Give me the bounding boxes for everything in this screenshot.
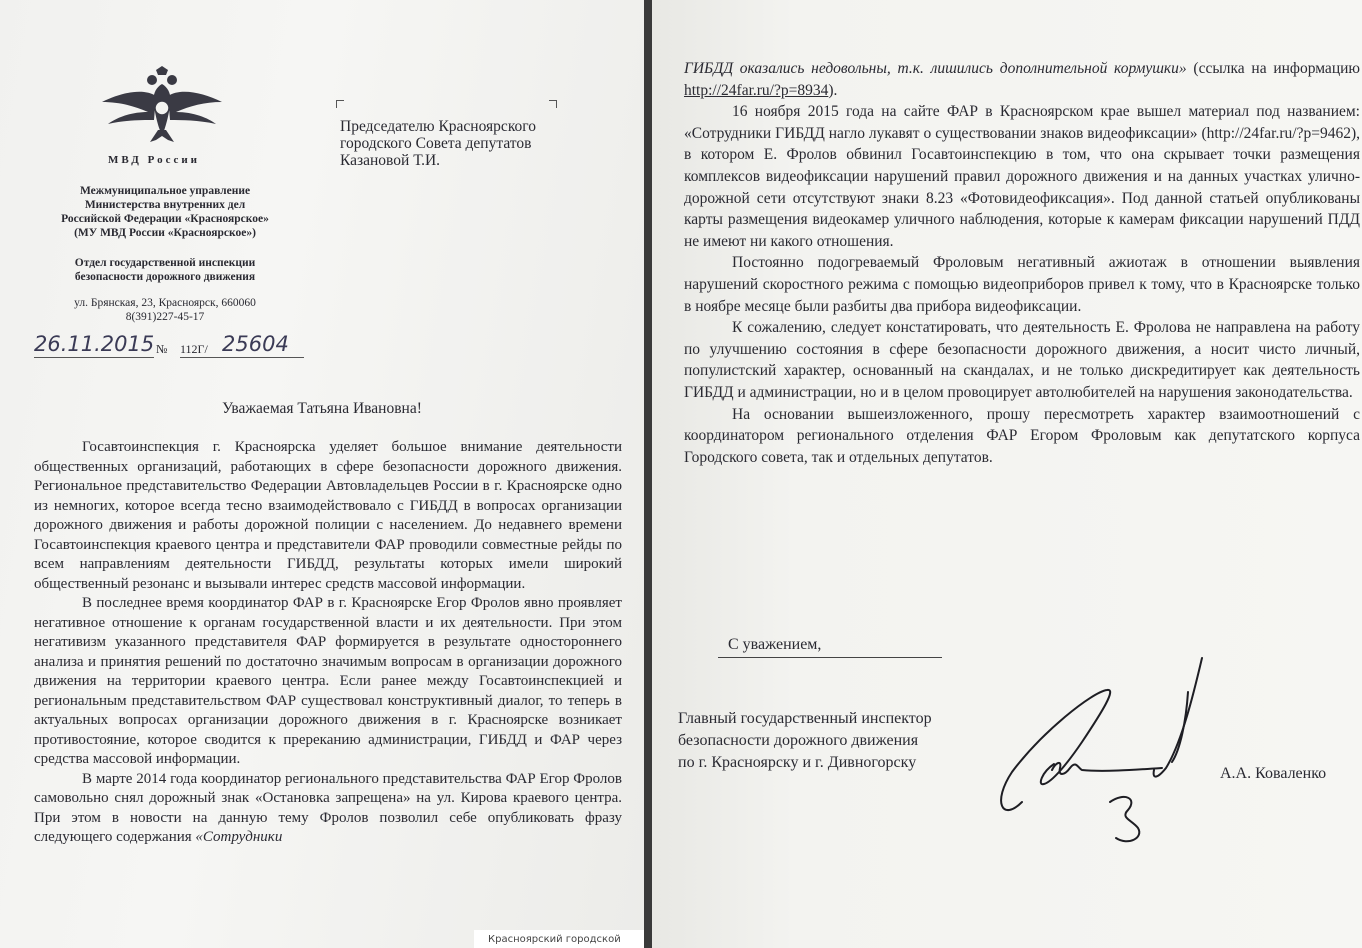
registration-line bbox=[34, 332, 334, 362]
paragraph: Госавтоинспекция г. Красноярска уделяет большое внимание деятельности общественных организаций, работающих в сфере безопасности дорожного движения. Региональное представительство Федерации Автовладельцев России в г. Красноярске одно из немногих, которое всегда тесно взаимодействовало с ГИБДД в вопросах организации дорожного движения и работы дорожной полиции с населением. До недавнего времени Госавтоинспекция краевого центра и представители ФАР проводили совместные рейды по всем направлениям деятельности ГИБДД, результаты которых имели широкий общественный резонанс и вызывали интерес средств массовой информации. bbox=[34, 439, 622, 592]
signatory-name: А.А. Коваленко bbox=[1220, 765, 1327, 782]
addressee-line: Казановой Т.И. bbox=[340, 152, 441, 169]
paragraph: На основании вышеизложенного, прошу пересмотреть характер взаимоотношений с координатором регионального отделения ФАР Егором Фроловым как депутатского корпуса Городского совета, так и отдельных депутатов. bbox=[684, 405, 1360, 466]
letter-page-1 bbox=[0, 0, 644, 948]
paragraph: В последнее время координатор ФАР в г. Красноярске Егор Фролов явно проявляет негативное отношение к органам государственной власти и их деятельности. При этом негативизм указанного представителя ФАР формируется в результате одностороннего анализа и принятия решений по достаточно значимым вопросам в организации дорожного движения на территории краевого центра. Если ранее между Госавтоинспекцией и региональным представительством ФАР существовал конструктивный диалог, то теперь в актуальных вопросах организации дорожного движения в г. Красноярске возникает противостояние, которое сводится к пререканию администрации, ГИБДД и ФАР через средства массовой информации. bbox=[34, 595, 622, 767]
paragraph bbox=[34, 770, 622, 848]
corner-mark bbox=[549, 100, 557, 108]
salutation: Уважаемая Татьяна Ивановна! bbox=[222, 400, 422, 417]
source-link[interactable]: http://24far.ru/?p=8934 bbox=[684, 81, 829, 99]
org-name bbox=[40, 184, 290, 240]
org-line: Министерства внутренних дел bbox=[84, 199, 246, 211]
quote-start: «Сотрудники bbox=[195, 829, 283, 845]
registration-date: 26.11.2015 bbox=[34, 332, 155, 356]
stamp-label: Красноярский городской bbox=[474, 930, 644, 948]
handwritten-signature bbox=[982, 652, 1242, 852]
page-gap bbox=[644, 0, 652, 948]
letter-page-2 bbox=[652, 0, 1362, 948]
agency-title: МВД России bbox=[108, 154, 201, 166]
org-line: Межмуниципальное управление bbox=[79, 185, 251, 197]
corner-mark bbox=[336, 100, 344, 108]
phone-line: 8(391)227-45-17 bbox=[125, 311, 205, 323]
paragraph: К сожалению, следует констатировать, что деятельность Е. Фролова не направлена на работу по улучшению состояния в сфере безопасности дорожного движения, а носит чисто личный, популистский характер, основанный на скандалах, и не только дискредитирует как деятельность ГИБДД и администрации, но и в целом провоцирует автолюбителей на нарушения законодательства. bbox=[684, 319, 1360, 401]
number-prefix: 112Г/ bbox=[180, 342, 208, 356]
divider bbox=[718, 657, 942, 658]
letter-body-page-2 bbox=[684, 58, 1360, 468]
title-line: по г. Красноярску и г. Дивногорску bbox=[678, 754, 917, 771]
addressee-line: городского Совета депутатов bbox=[340, 135, 532, 152]
sender-address bbox=[40, 296, 290, 324]
department-name bbox=[40, 256, 290, 284]
quote-end: ГИБДД оказались недовольны, т.к. лишились дополнительной кормушки» bbox=[684, 60, 1187, 77]
dept-line: безопасности дорожного движения bbox=[74, 271, 256, 283]
paragraph: Постоянно подогреваемый Фроловым негативный ажиотаж в отношении выявления нарушений скоростного режима с помощью видеоприборов привел к тому, что в Красноярске только в ноябре месяце были разбиты два прибора видеофиксации. bbox=[684, 254, 1360, 315]
org-line: (МУ МВД России «Красноярское») bbox=[74, 227, 256, 239]
divider bbox=[180, 357, 304, 358]
registration-number: 25604 bbox=[222, 332, 289, 356]
link-prefix: (ссылка на информацию bbox=[1193, 60, 1360, 77]
address-line: ул. Брянская, 23, Красноярск, 660060 bbox=[74, 297, 256, 309]
paragraph-continuation bbox=[684, 58, 1360, 101]
paragraph-text: В марте 2014 года координатор регионального представительства ФАР Егор Фролов самовольно снял дорожный знак «Остановка запрещена» на ул. Кирова краевого центра. При этом в новости на данную тему Фролов позволил себе опубликовать фразу следующего содержания bbox=[34, 770, 622, 845]
link-suffix: ). bbox=[828, 81, 838, 99]
title-line: безопасности дорожного движения bbox=[678, 732, 919, 749]
signatory-title bbox=[678, 708, 932, 774]
letter-body-page-1 bbox=[34, 438, 622, 848]
title-line: Главный государственный инспектор bbox=[678, 710, 932, 727]
org-line: Российской Федерации «Красноярское» bbox=[61, 213, 269, 225]
double-headed-eagle-emblem bbox=[100, 66, 224, 144]
addressee-line: Председателю Красноярского bbox=[340, 118, 537, 135]
addressee-block bbox=[340, 118, 536, 169]
divider bbox=[34, 357, 154, 358]
number-label: № bbox=[156, 342, 168, 356]
dept-line: Отдел государственной инспекции bbox=[74, 257, 256, 269]
closing-phrase: С уважением, bbox=[728, 636, 822, 653]
paragraph: 16 ноября 2015 года на сайте ФАР в Красноярском крае вышел материал под названием: «Сотрудники ГИБДД нагло лукавят о существовании знаков видеофиксации» (http://24far.ru/?p=9462), в котором Е. Фролов обвинил Госавтоинспекцию в том, что она скрывает точки размещения комплексов видеофиксации нарушений правил дорожного движения и на данных участках улично-дорожной сети отсутствуют знаки 8.23 «Фотовидеофиксация». Под данной статьей опубликованы карты размещения видеокамер уличного наблюдения, которые к камерам фиксации нарушений ПДД не имеют ни какого отношения. bbox=[684, 103, 1360, 250]
